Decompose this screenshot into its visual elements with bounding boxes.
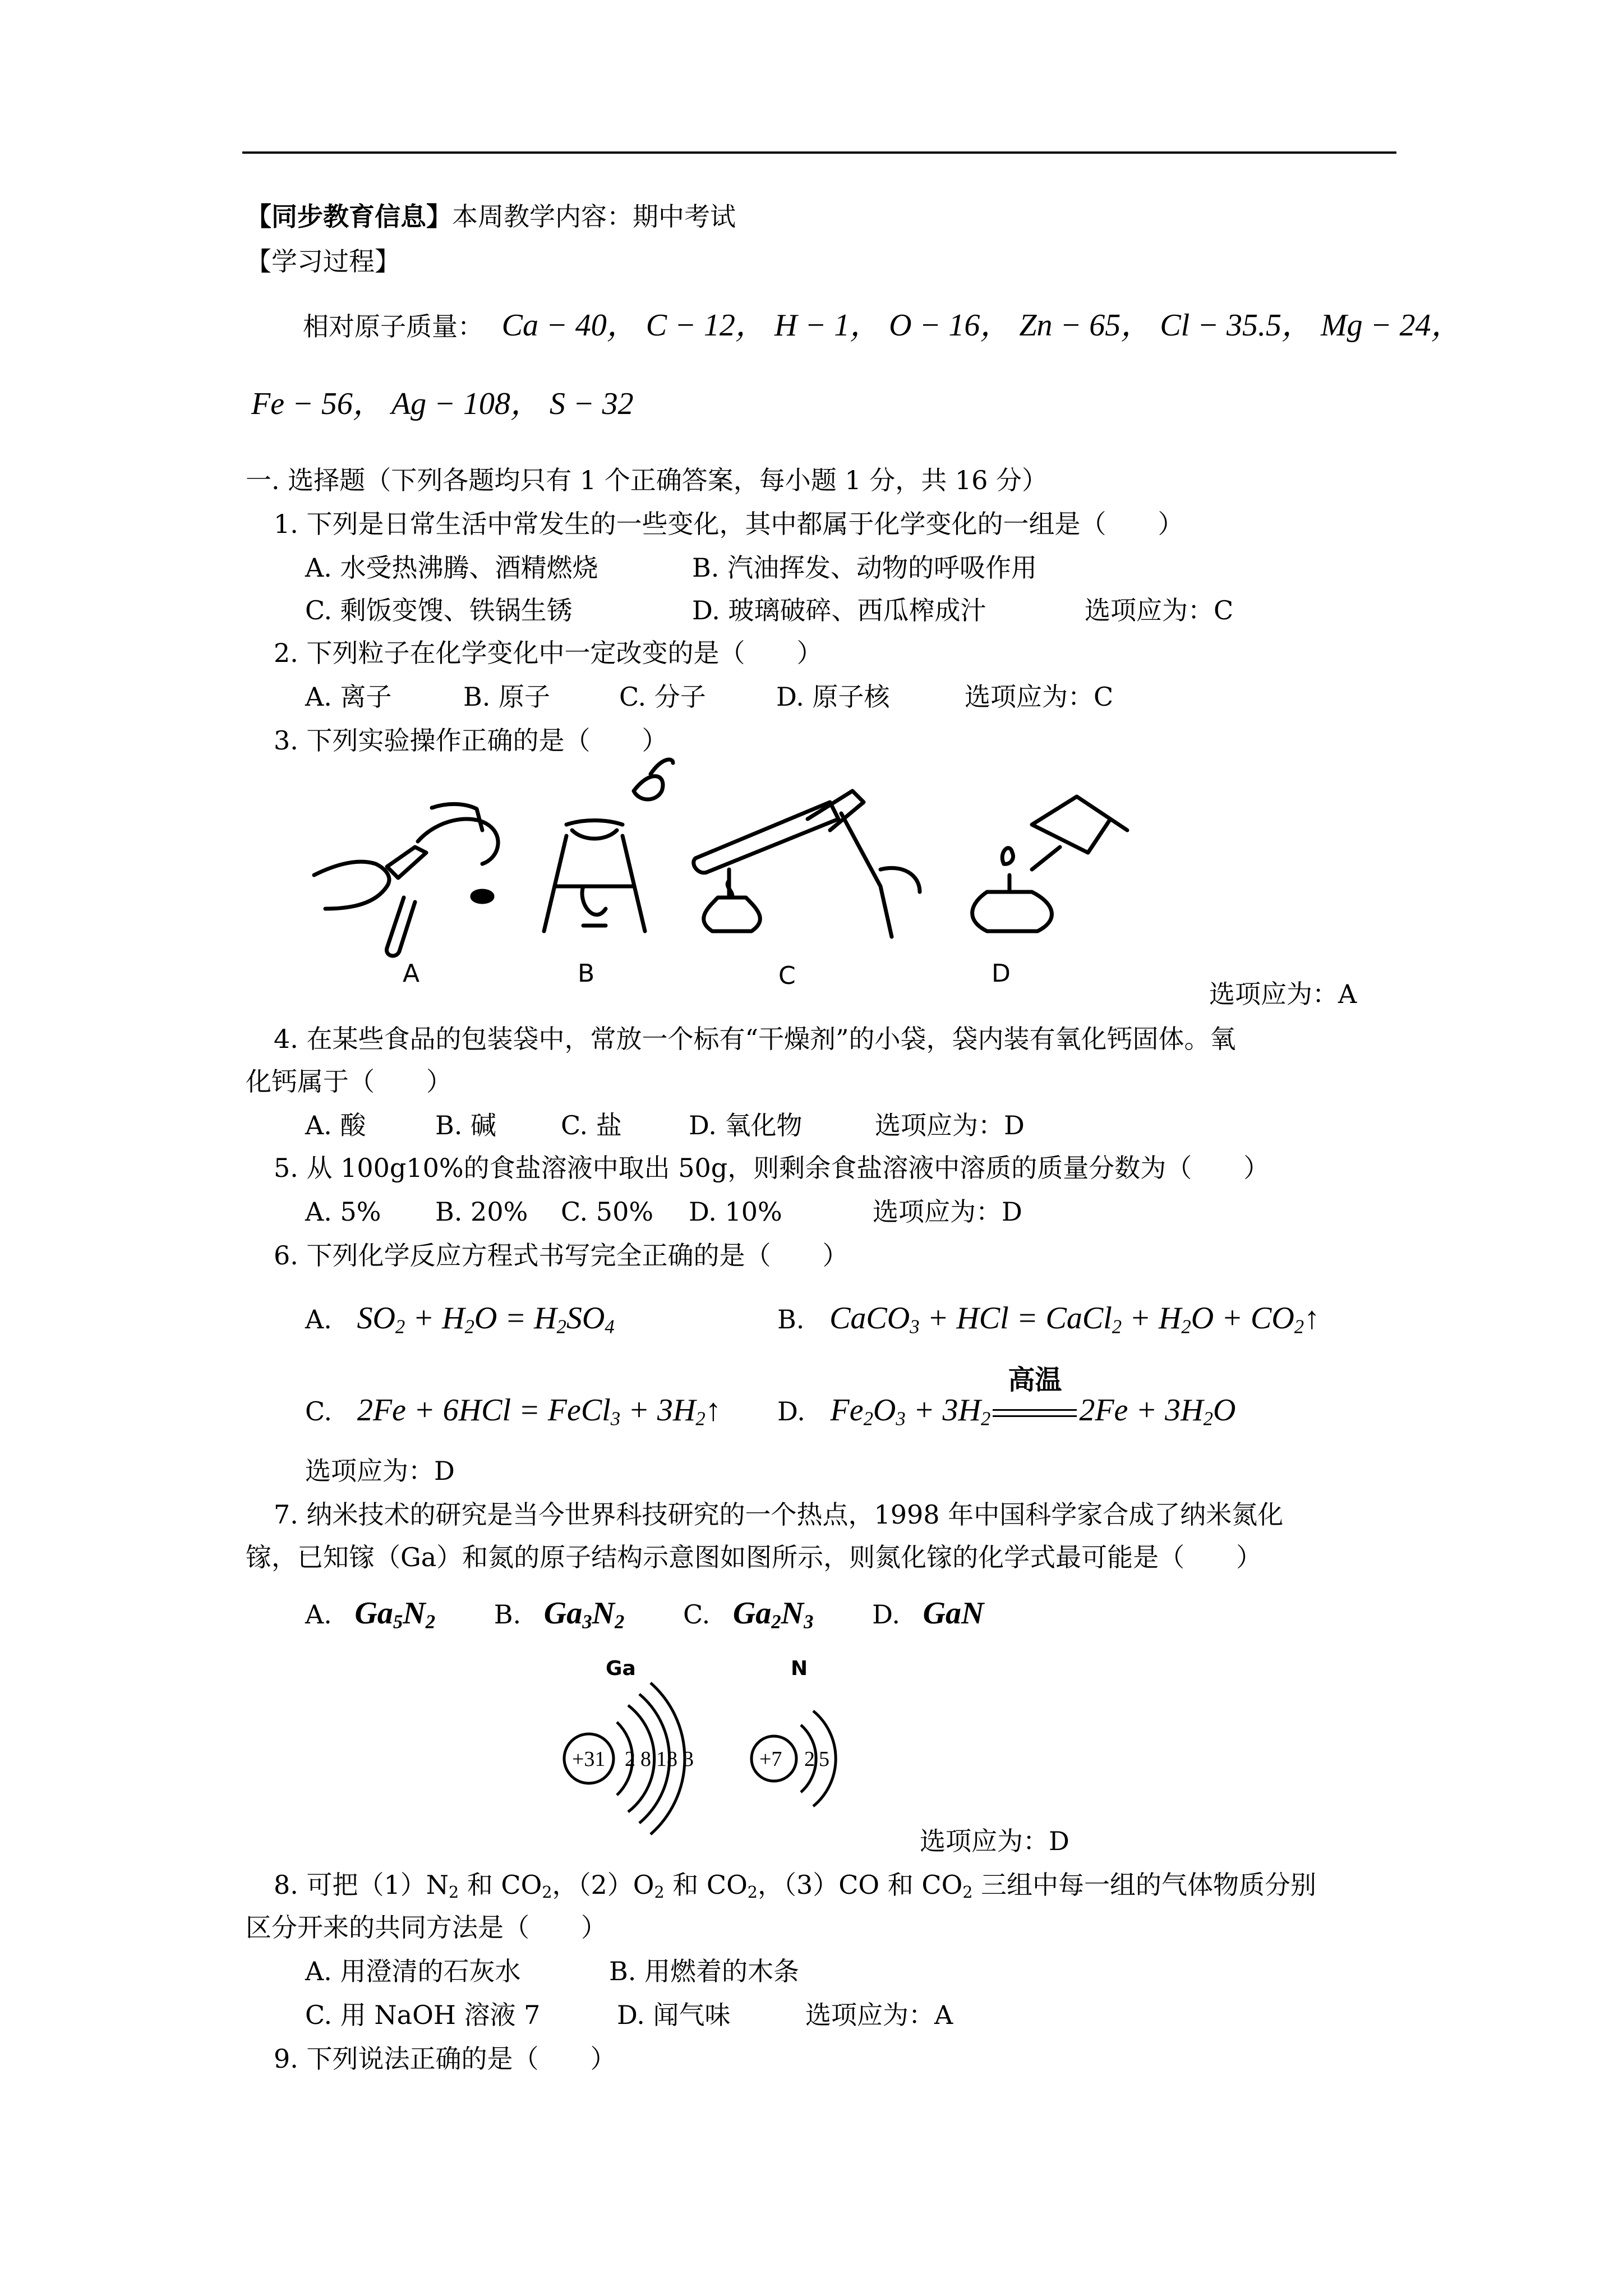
q8-stem-part: 和 CO	[664, 1870, 748, 1900]
q7-formula-b: $Ga_3N_2$	[543, 1596, 625, 1633]
q8-stem-line-1	[274, 1868, 1316, 1902]
q7-option-d-label: D.	[872, 1599, 900, 1630]
header-bracket-title: 【同步教育信息】	[246, 201, 452, 232]
q8-subscript: 2	[962, 1883, 973, 1902]
q5-option-b: B. 20%	[435, 1197, 528, 1227]
q1-option-a: A. 水受热沸腾、酒精燃烧	[305, 553, 598, 583]
q7-option-c-label: C.	[683, 1599, 711, 1630]
q6-stem: 6. 下列化学反应方程式书写完全正确的是（ ）	[274, 1240, 849, 1271]
q6-equation-a: $SO_2 + H_2O = H_2SO_4$	[357, 1301, 615, 1338]
q6-answer: 选项应为：D	[305, 1456, 455, 1486]
figure-a-pouring-icon	[314, 804, 498, 956]
ga-shell-3: 18	[656, 1747, 677, 1771]
q1-stem: 1. 下列是日常生活中常发生的一些变化，其中都属于化学变化的一组是（ ）	[274, 509, 1184, 539]
q4-option-a: A. 酸	[305, 1110, 366, 1140]
atomic-mass-line-1: 相对原子质量： Ca − 40， C − 12， H − 1， O − 16， Zn − 65， Cl − 35.5， Mg − 24，	[303, 308, 1463, 343]
q8-option-d: D. 闻气味	[617, 2000, 731, 2030]
ga-nucleus-charge: +31	[572, 1747, 606, 1771]
q6-option-a-label: A.	[305, 1304, 332, 1335]
q2-option-d: D. 原子核	[776, 682, 890, 712]
figure-label-b: B	[578, 959, 595, 988]
q5-option-c: C. 50%	[561, 1197, 654, 1227]
q7-answer: 选项应为：D	[920, 1826, 1069, 1856]
figure-label-c: C	[778, 961, 796, 990]
q2-option-b: B. 原子	[463, 682, 551, 712]
q6-equation-b: CaCO$_3$ + HCl = CaCl$_2$ + $H_2O$ + $CO_2↑$	[829, 1301, 1320, 1338]
q4-stem-line-1: 4. 在某些食品的包装袋中，常放一个标有“干燥剂”的小袋，袋内装有氧化钙固体。氧	[274, 1024, 1236, 1054]
q8-option-a: A. 用澄清的石灰水	[305, 1956, 521, 1986]
q6-equation-d: $Fe_2O_3 + 3H_2$ 高温 $2Fe + 3H_2O$	[831, 1393, 1236, 1428]
figure-b-tripod-icon	[544, 760, 673, 931]
q8-stem-part: 和 CO	[459, 1870, 542, 1900]
learning-process-heading: 【学习过程】	[246, 246, 400, 277]
q7-formula-c: $Ga_2N_3$	[732, 1596, 814, 1633]
n-shell-2: 5	[819, 1747, 829, 1771]
ga-shell-1: 2	[625, 1747, 635, 1771]
q1-answer: 选项应为：C	[1085, 595, 1234, 625]
q3-answer: 选项应为：A	[1209, 979, 1357, 1009]
lab-operations-figure	[303, 757, 1155, 970]
q6-equation-c: 2Fe + 6HCl = FeCl$_3$ + $3H_2↑$	[357, 1393, 721, 1430]
mass-fe: Fe − 56，	[251, 386, 384, 421]
atomic-mass-label: 相对原子质量	[303, 311, 458, 342]
q2-option-c: C. 分子	[619, 682, 706, 712]
mass-cl: Cl − 35.5，	[1160, 308, 1313, 343]
q6-option-b	[777, 1296, 1320, 1342]
figure-c-heating-icon	[694, 791, 920, 937]
q4-answer: 选项应为：D	[875, 1110, 1025, 1140]
q5-stem: 5. 从 100g10%的食盐溶液中取出 50g，则剩余食盐溶液中溶质的质量分数为（ ）	[274, 1153, 1270, 1183]
q8-stem-line-2: 区分开来的共同方法是（ ）	[246, 1912, 607, 1943]
atomic-structure-figure	[555, 1657, 869, 1829]
q1-option-d: D. 玻璃破碎、西瓜榨成汁	[692, 595, 986, 625]
q8-answer: 选项应为：A	[805, 2000, 953, 2030]
figure-label-a: A	[403, 959, 420, 988]
q4-option-c: C. 盐	[561, 1110, 622, 1140]
atomic-mass-line-2	[251, 381, 634, 426]
q1-option-c: C. 剩饭变馊、铁锅生锈	[305, 595, 573, 625]
q8-stem-part: 三组中每一组的气体物质分别	[972, 1870, 1317, 1900]
mass-ag: Ag − 108，	[391, 386, 542, 421]
q5-answer: 选项应为：D	[873, 1197, 1022, 1227]
q5-option-a: A. 5%	[305, 1197, 381, 1227]
q8-option-b: B. 用燃着的木条	[609, 1956, 800, 1986]
mass-zn: Zn − 65，	[1019, 308, 1152, 343]
q2-option-a: A. 离子	[305, 682, 392, 712]
mass-c: C − 12，	[645, 308, 767, 343]
q8-option-c: C. 用 NaOH 溶液 7	[305, 2000, 541, 2030]
header-line	[246, 200, 736, 233]
q8-subscript: 2	[542, 1883, 552, 1902]
q1-option-b: B. 汽油挥发、动物的呼吸作用	[692, 553, 1038, 583]
q7-stem-line-2: 镓，已知镓（Ga）和氮的原子结构示意图如图所示，则氮化镓的化学式最可能是（ ）	[246, 1542, 1262, 1572]
q8-subscript: 2	[449, 1883, 459, 1902]
q5-option-d: D. 10%	[689, 1197, 782, 1227]
figure-label-d: D	[992, 959, 1011, 988]
q8-subscript: 2	[747, 1883, 758, 1902]
mass-h: H − 1，	[774, 308, 882, 343]
n-label: N	[791, 1657, 808, 1680]
q6-option-b-label: B.	[777, 1304, 805, 1335]
q2-stem: 2. 下列粒子在化学变化中一定改变的是（ ）	[274, 638, 823, 668]
section-title: 一. 选择题（下列各题均只有 1 个正确答案，每小题 1 分，共 16 分）	[246, 465, 1048, 495]
q6-option-a	[305, 1296, 615, 1342]
header-rule	[242, 151, 1396, 154]
q6-condition-label: 高温	[1008, 1364, 1062, 1396]
q2-answer: 选项应为：C	[965, 682, 1114, 712]
q7-formula-a: $Ga_5N_2$	[354, 1596, 436, 1633]
q6-option-d-label: D.	[777, 1396, 805, 1427]
mass-ca: Ca − 40，	[501, 308, 638, 343]
header-intro: 本周教学内容：期中考试	[452, 201, 736, 232]
q8-stem-part: ，（2）O	[552, 1870, 654, 1900]
n-shell-1: 2	[804, 1747, 815, 1771]
q8-stem-part: 8. 可把（1）N	[274, 1870, 449, 1900]
mass-s: S − 32	[549, 386, 634, 421]
q6-option-d	[777, 1364, 1236, 1434]
n-nucleus-charge: +7	[759, 1747, 782, 1771]
q8-subscript: 2	[654, 1883, 665, 1902]
ga-shell-4: 3	[683, 1747, 694, 1771]
q8-stem-part: ，（3）CO 和 CO	[757, 1870, 963, 1900]
ga-label: Ga	[606, 1657, 636, 1680]
figure-d-lamp-icon	[972, 797, 1127, 931]
q9-stem: 9. 下列说法正确的是（ ）	[274, 2044, 616, 2074]
q7-formula-d: GaN	[923, 1596, 984, 1631]
q7-stem-line-1: 7. 纳米技术的研究是当今世界科技研究的一个热点，1998 年中国科学家合成了纳米氮化	[274, 1499, 1284, 1530]
q6-option-c	[305, 1388, 721, 1434]
q7-option-a-label: A.	[305, 1599, 332, 1630]
q6-option-c-label: C.	[305, 1396, 333, 1427]
q7-option-b-label: B.	[494, 1599, 522, 1630]
q4-option-d: D. 氧化物	[689, 1110, 803, 1140]
q7-options	[305, 1591, 984, 1637]
q4-option-b: B. 碱	[435, 1110, 497, 1140]
mass-mg: Mg − 24，	[1321, 308, 1463, 343]
mass-o: O − 16，	[889, 308, 1012, 343]
ga-shell-2: 8	[640, 1747, 651, 1771]
q3-stem: 3. 下列实验操作正确的是（ ）	[274, 725, 668, 756]
q4-stem-line-2: 化钙属于（ ）	[246, 1066, 452, 1097]
